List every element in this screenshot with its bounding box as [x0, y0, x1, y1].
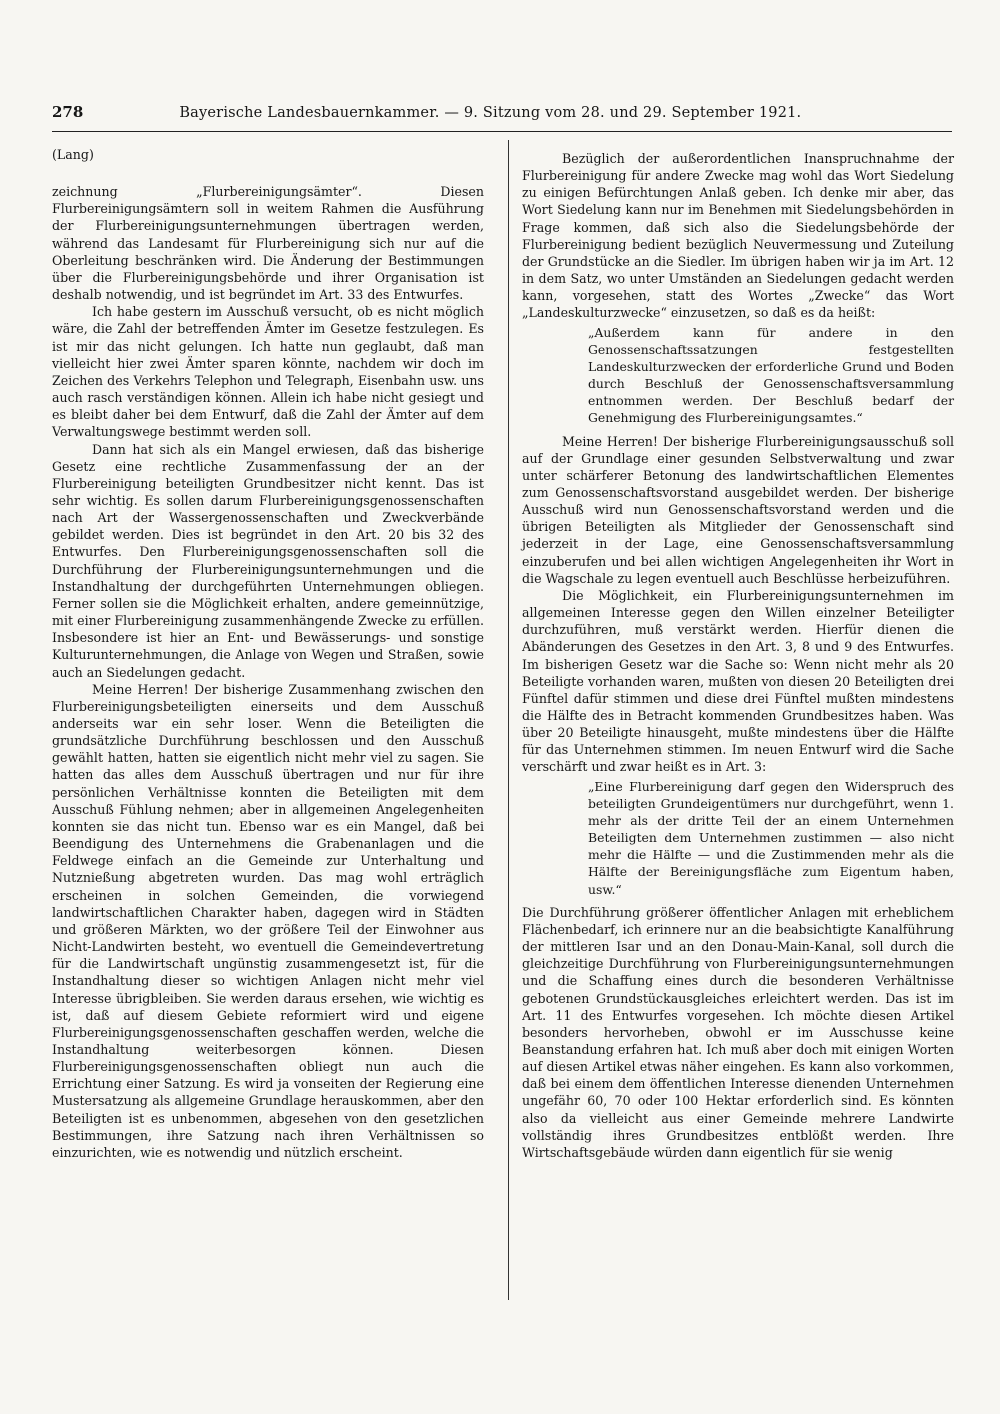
paragraph: Die Möglichkeit, ein Flurbereinigungsunternehmen im allgemeinen Interesse gegen den Willen einzelner Beteiligter durchzuführen, muß verstärkt werden. Hierfür dienen die Abänderungen des Gesetzes in den Art. 3, 8 und 9 des Entwurfes. Im bisherigen Gesetz war die Sache so: Wenn nicht mehr als 20 Beteiligte vorhanden waren, mußten von diesen 20 Beteiligten drei Fünftel dafür stimmen und diese drei Fünftel mußten mindestens die Hälfte des in Betracht kommenden Grundbesitzes haben. Was über 20 Beteiligte hinausgeht, mußte mindestens über die Hälfte für das Unternehmen stimmen. Im neuen Entwurf wird die Sache verschärft und zwar heißt es in Art. 3: [522, 587, 954, 775]
running-head: Bayerische Landesbauernkammer. — 9. Sitzung vom 28. und 29. September 1921. [179, 105, 802, 121]
speaker-name: (Lang) [52, 147, 94, 162]
page-header [52, 103, 952, 127]
right-column [522, 150, 954, 1161]
left-column [52, 146, 484, 1161]
quoted-law-text: „Außerdem kann für andere in den Genossenschaftssatzungen festgestellten Landeskulturzwecken der erforderliche Grund und Boden durch Beschluß der Genossenschaftsversammlung entnommen werden. Der Beschluß bedarf der Genehmigung des Flurbereinigungsamtes.“ [588, 324, 954, 426]
paragraph: Meine Herren! Der bisherige Zusammenhang zwischen den Flurbereinigungsbeteiligten einerseits und dem Ausschuß anderseits war ein sehr loser. Wenn die Beteiligten die grundsätzliche Durchführung beschlossen und den Ausschuß gewählt hatten, hatten sie eigentlich nicht mehr viel zu sagen. Sie hatten das alles dem Ausschuß übertragen und nur für ihre persönlichen Verhältnisse konnten die Beteiligten mit dem Ausschuß Fühlung nehmen; aber in allgemeinen Angelegenheiten konnten sie das nicht tun. Ebenso war es ein Mangel, daß bei Beendigung des Unternehmens die Grabenanlagen und die Feldwege einfach an die Gemeinde zur Unterhaltung und Nutznießung abgetreten wurden. Das mag wohl erträglich erscheinen in solchen Gemeinden, die vorwiegend landwirtschaftlichen Charakter haben, dagegen wird in Städten und größeren Märkten, wo der größere Teil der Einwohner aus Nicht-Landwirten besteht, wo eventuell die Gemeindevertretung für die Landwirtschaft ungünstig zusammengesetzt ist, für die Instandhaltung dieser so wichtigen Anlagen nicht mehr viel Interesse übrigbleiben. Sie werden daraus ersehen, wie wichtig es ist, daß auf diesem Gebiete reformiert wird und eigene Flurbereinigungsgenossenschaften geschaffen werden, welche die Instandhaltung weiterbesorgen können. Diesen Flurbereinigungsgenossenschaften obliegt nun auch die Errichtung einer Satzung. Es wird ja vonseiten der Regierung eine Mustersatzung als allgemeine Grundlage herauskommen, aber den Beteiligten ist es unbenommen, abgesehen von den gesetzlichen Bestimmungen, ihre Satzung nach ihren Verhältnissen so einzurichten, wie es notwendig und nützlich erscheint. [52, 681, 484, 1160]
paragraph: Dann hat sich als ein Mangel erwiesen, daß das bisherige Gesetz eine rechtliche Zusammenfassung der an der Flurbereinigung beteiligten Grundbesitzer nicht kennt. Das ist sehr wichtig. Es sollen darum Flurbereinigungsgenossenschaften nach Art der Wassergenossenschaften und Zweckverbände gebildet werden. Dies ist begründet in den Art. 20 bis 32 des Entwurfes. Den Flurbereinigungsgenossenschaften soll die Durchführung der Flurbereinigungsunternehmungen und die Instandhaltung der durchgeführten Unternehmungen obliegen. Ferner sollen sie die Möglichkeit erhalten, andere gemeinnützige, mit einer Flurbereinigung zusammenhängende Zwecke zu erfüllen. Insbesondere ist hier an Ent- und Bewässerungs- und sonstige Kulturunternehmungen, die Anlage von Wegen und Straßen, sowie auch an Siedelungen gedacht. [52, 441, 484, 680]
paragraph: Meine Herren! Der bisherige Flurbereinigungsausschuß soll auf der Grundlage einer gesunden Selbstverwaltung und zwar unter schärferer Betonung des landwirtschaftlichen Elementes zum Genossenschaftsvorstand ausgebildet werden. Der bisherige Ausschuß wird nun Genossenschaftsvorstand werden und die übrigen Beteiligten als Mitglieder der Genossenschaft sind jederzeit in der Lage, eine Genossenschaftsversammlung einzuberufen und bei allen wichtigen Angelegenheiten ihr Wort in die Wagschale zu legen eventuell auch Beschlüsse herbeizuführen. [522, 433, 954, 586]
paragraph: Ich habe gestern im Ausschuß versucht, ob es nicht möglich wäre, die Zahl der betreffenden Ämter im Gesetze festzulegen. Es ist mir das nicht gelungen. Ich hatte nun geglaubt, daß man vielleicht hier zwei Ämter sparen könnte, nachdem wir doch im Zeichen des Verkehrs Telephon und Telegraph, Eisenbahn usw. uns auch rasch verständigen können. Allein ich habe nicht gesiegt und es bleibt daher bei dem Entwurf, daß die Zahl der Ämter auf dem Verwaltungswege bestimmt werden soll. [52, 304, 484, 440]
paragraph: zeichnung „Flurbereinigungsämter“. Diesen Flurbereinigungsämtern soll in weitem Rahmen die Ausführung der Flurbereinigungsunternehmungen übertragen werden, während das Landesamt für Flurbereinigung sich nur auf die Oberleitung beschränken wird. Die Änderung der Bestimmungen über die Flurbereinigungsbehörde und ihrer Organisation ist deshalb notwendig, und ist begründet im Art. 33 des Entwurfes. [52, 184, 484, 303]
page-number: 278 [52, 103, 84, 121]
quoted-law-text: „Eine Flurbereinigung darf gegen den Widerspruch des beteiligten Grundeigentümers nur durchgeführt, wenn 1. mehr als der dritte Teil der an einem Unternehmen Beteiligten dem Unternehmen zustimmen — also nicht mehr die Hälfte — und die Zustimmenden mehr als die Hälfte der Bereinigungsfläche zum Eigentum haben, usw.“ [588, 778, 954, 897]
paragraph: Bezüglich der außerordentlichen Inanspruchnahme der Flurbereinigung für andere Zwecke mag wohl das Wort Siedelung zu einigen Befürchtungen Anlaß geben. Ich denke mir aber, das Wort Siedelung kann nur im Benehmen mit Siedelungsbehörden in Frage kommen, daß sich also die Siedelungsbehörde der Flurbereinigung bedient bezüglich Neuvermessung und Zuteilung der Grundstücke an die Siedler. Im übrigen haben wir ja im Art. 12 in dem Satz, wo unter Umständen an Siedelungen gedacht werden kann, vorgesehen, statt des Wortes „Zwecke“ das Wort „Landeskulturzwecke“ einzusetzen, so daß es da heißt: [522, 151, 954, 321]
column-divider [508, 140, 509, 1300]
header-rule [52, 131, 952, 132]
paragraph: Die Durchführung größerer öffentlicher Anlagen mit erheblichem Flächenbedarf, ich erinnere nur an die beabsichtigte Kanalführung der mittleren Isar und an den Donau-Main-Kanal, soll durch die gleichzeitige Durchführung von Flurbereinigungsunternehmungen und die Schaffung eines durch die besonderen Verhältnisse gebotenen Grundstückausgleiches erleichtert werden. Das ist im Art. 11 des Entwurfes vorgesehen. Ich möchte diesen Artikel besonders hervorheben, obwohl er im Ausschusse keine Beanstandung erfahren hat. Ich muß aber doch mit einigen Worten auf diesen Artikel etwas näher eingehen. Es kann also vorkommen, daß bei einem dem öffentlichen Interesse dienenden Unternehmen ungefähr 60, 70 oder 100 Hektar erforderlich sind. Es könnten also da vielleicht aus einer Gemeinde mehrere Landwirte vollständig ihres Grundbesitzes entblößt werden. Ihre Wirtschaftsgebäude würden dann eigentlich für sie wenig [522, 904, 954, 1160]
